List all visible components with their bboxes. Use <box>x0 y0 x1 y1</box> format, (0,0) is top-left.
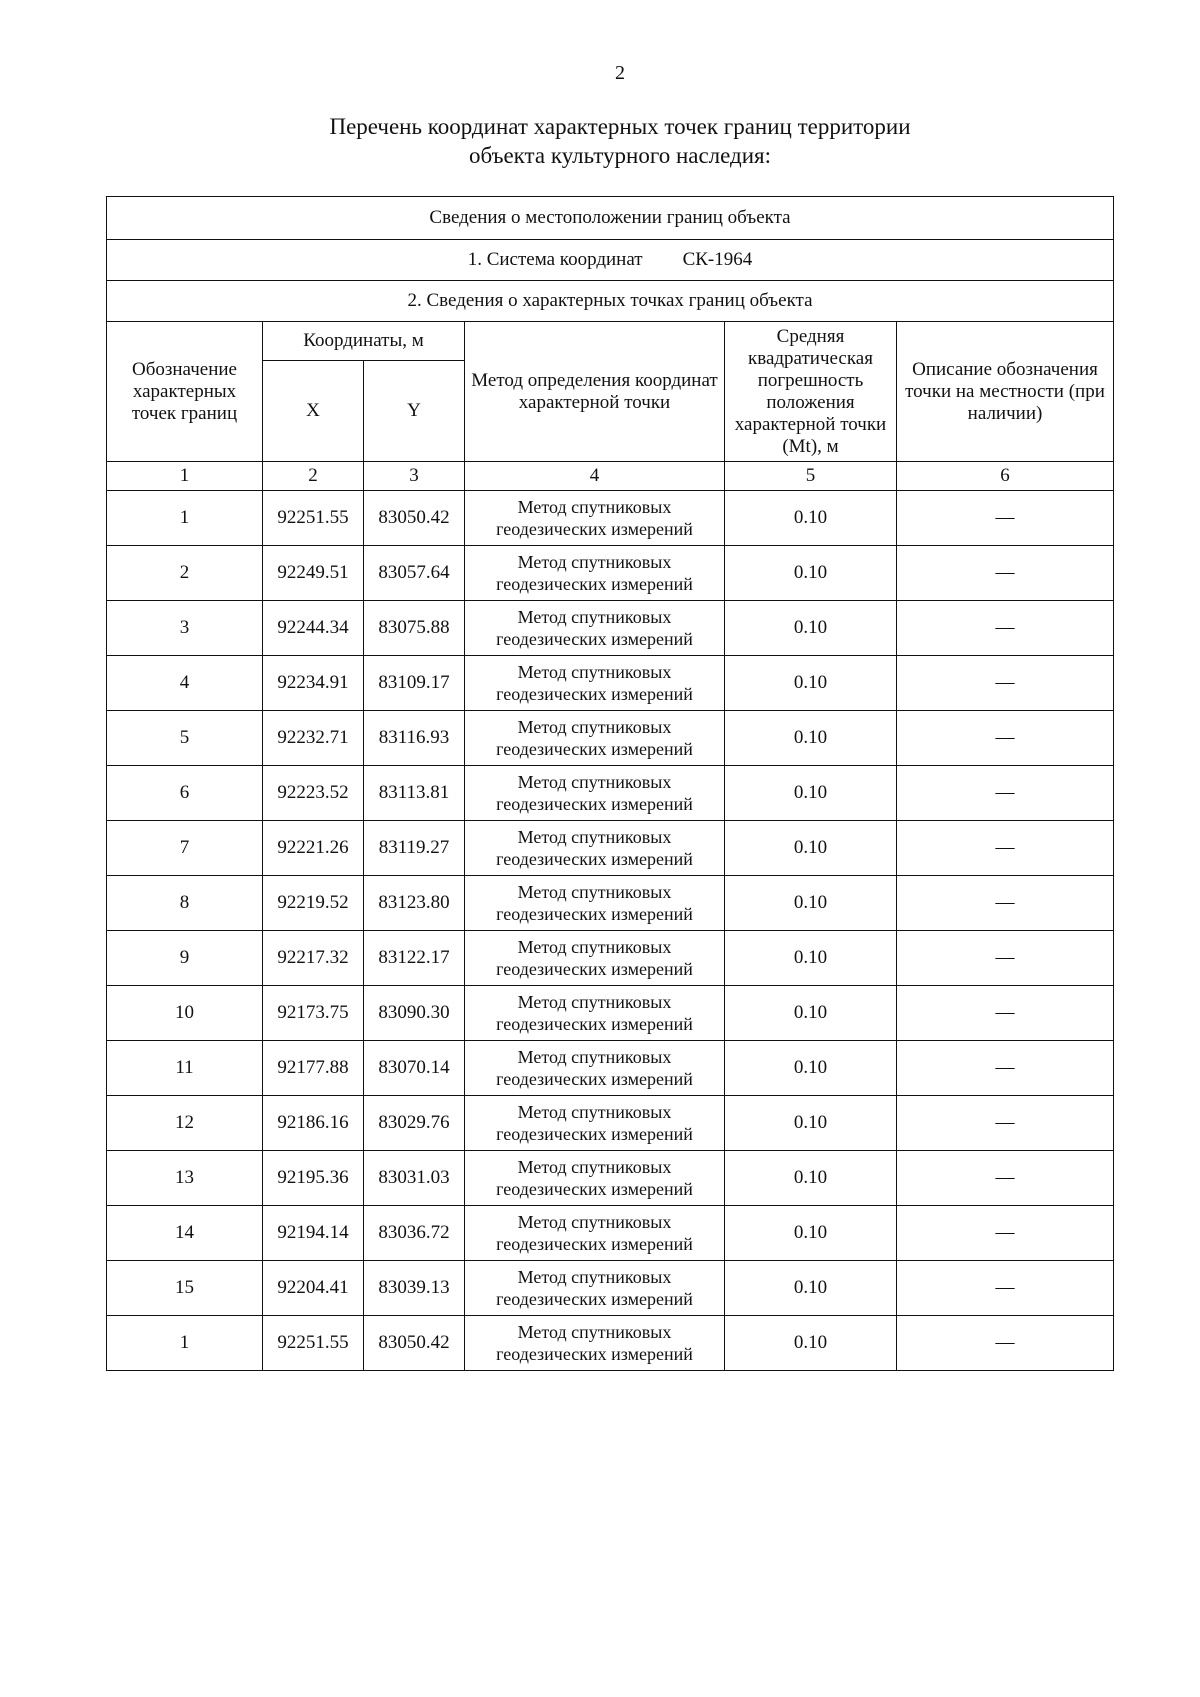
method-cell: Метод спутниковых геодезических измерений <box>465 656 725 711</box>
method-cell: Метод спутниковых геодезических измерений <box>465 1316 725 1371</box>
point-cell: 13 <box>107 1151 263 1206</box>
page-number: 2 <box>615 62 625 84</box>
table-row <box>107 1206 1114 1261</box>
column-number: 2 <box>263 462 364 491</box>
table-row <box>107 656 1114 711</box>
point-cell: 14 <box>107 1206 263 1261</box>
x-cell: 92251.55 <box>263 491 364 546</box>
y-cell: 83090.30 <box>364 986 465 1041</box>
x-cell: 92249.51 <box>263 546 364 601</box>
y-cell: 83057.64 <box>364 546 465 601</box>
error-cell: 0.10 <box>725 1206 897 1261</box>
y-cell: 83123.80 <box>364 876 465 931</box>
method-cell: Метод спутниковых геодезических измерений <box>465 711 725 766</box>
header-coordinates: Координаты, м <box>263 322 465 361</box>
table-row <box>107 1041 1114 1096</box>
column-number: 1 <box>107 462 263 491</box>
column-numbers-row <box>107 462 1114 491</box>
method-cell: Метод спутниковых геодезических измерений <box>465 986 725 1041</box>
description-cell: — <box>897 1096 1114 1151</box>
point-cell: 1 <box>107 491 263 546</box>
error-cell: 0.10 <box>725 766 897 821</box>
point-cell: 10 <box>107 986 263 1041</box>
error-cell: 0.10 <box>725 1151 897 1206</box>
title-line-1: Перечень координат характерных точек границ территории <box>329 114 911 139</box>
method-cell: Метод спутниковых геодезических измерений <box>465 1206 725 1261</box>
description-cell: — <box>897 876 1114 931</box>
y-cell: 83031.03 <box>364 1151 465 1206</box>
table-row <box>107 1151 1114 1206</box>
table-row <box>107 1096 1114 1151</box>
table-row <box>107 931 1114 986</box>
description-cell: — <box>897 656 1114 711</box>
x-cell: 92219.52 <box>263 876 364 931</box>
error-cell: 0.10 <box>725 546 897 601</box>
error-cell: 0.10 <box>725 986 897 1041</box>
point-cell: 11 <box>107 1041 263 1096</box>
x-cell: 92195.36 <box>263 1151 364 1206</box>
error-cell: 0.10 <box>725 1316 897 1371</box>
method-cell: Метод спутниковых геодезических измерений <box>465 1041 725 1096</box>
description-cell: — <box>897 1041 1114 1096</box>
method-cell: Метод спутниковых геодезических измерений <box>465 766 725 821</box>
header-x: X <box>263 361 364 462</box>
error-cell: 0.10 <box>725 711 897 766</box>
point-cell: 9 <box>107 931 263 986</box>
description-cell: — <box>897 766 1114 821</box>
description-cell: — <box>897 1261 1114 1316</box>
method-cell: Метод спутниковых геодезических измерений <box>465 821 725 876</box>
point-cell: 5 <box>107 711 263 766</box>
x-cell: 92194.14 <box>263 1206 364 1261</box>
coordinates-table <box>106 196 1114 1371</box>
x-cell: 92186.16 <box>263 1096 364 1151</box>
x-cell: 92223.52 <box>263 766 364 821</box>
coord-system-value: СК-1964 <box>682 249 753 270</box>
error-cell: 0.10 <box>725 656 897 711</box>
header-description: Описание обозначения точки на местности (при наличии) <box>897 322 1114 462</box>
table-main-header: Сведения о местоположении границ объекта <box>107 197 1114 240</box>
description-cell: — <box>897 711 1114 766</box>
x-cell: 92234.91 <box>263 656 364 711</box>
y-cell: 83113.81 <box>364 766 465 821</box>
title-line-2: объекта культурного наследия: <box>468 143 772 168</box>
description-cell: — <box>897 491 1114 546</box>
method-cell: Метод спутниковых геодезических измерений <box>465 1151 725 1206</box>
header-error: Средняя квадратическая погрешность положения характерной точки (Mt), м <box>725 322 897 462</box>
method-cell: Метод спутниковых геодезических измерений <box>465 601 725 656</box>
x-cell: 92251.55 <box>263 1316 364 1371</box>
description-cell: — <box>897 546 1114 601</box>
y-cell: 83075.88 <box>364 601 465 656</box>
description-cell: — <box>897 986 1114 1041</box>
method-cell: Метод спутниковых геодезических измерений <box>465 876 725 931</box>
y-cell: 83039.13 <box>364 1261 465 1316</box>
table-row <box>107 821 1114 876</box>
y-cell: 83122.17 <box>364 931 465 986</box>
point-cell: 7 <box>107 821 263 876</box>
table-row <box>107 1316 1114 1371</box>
table-row <box>107 986 1114 1041</box>
description-cell: — <box>897 1316 1114 1371</box>
method-cell: Метод спутниковых геодезических измерений <box>465 546 725 601</box>
x-cell: 92232.71 <box>263 711 364 766</box>
point-cell: 15 <box>107 1261 263 1316</box>
point-cell: 3 <box>107 601 263 656</box>
coord-system-label: 1. Система координат <box>467 249 643 270</box>
description-cell: — <box>897 601 1114 656</box>
document-title <box>0 112 1200 170</box>
error-cell: 0.10 <box>725 491 897 546</box>
error-cell: 0.10 <box>725 1261 897 1316</box>
method-cell: Метод спутниковых геодезических измерений <box>465 1096 725 1151</box>
x-cell: 92204.41 <box>263 1261 364 1316</box>
y-cell: 83116.93 <box>364 711 465 766</box>
point-cell: 4 <box>107 656 263 711</box>
y-cell: 83119.27 <box>364 821 465 876</box>
point-cell: 8 <box>107 876 263 931</box>
description-cell: — <box>897 821 1114 876</box>
description-cell: — <box>897 1151 1114 1206</box>
method-cell: Метод спутниковых геодезических измерений <box>465 491 725 546</box>
y-cell: 83109.17 <box>364 656 465 711</box>
x-cell: 92217.32 <box>263 931 364 986</box>
coord-system-row <box>107 240 1114 281</box>
error-cell: 0.10 <box>725 1096 897 1151</box>
error-cell: 0.10 <box>725 1041 897 1096</box>
y-cell: 83029.76 <box>364 1096 465 1151</box>
column-number: 3 <box>364 462 465 491</box>
header-method: Метод определения координат характерной точки <box>465 322 725 462</box>
column-number: 4 <box>465 462 725 491</box>
y-cell: 83036.72 <box>364 1206 465 1261</box>
y-cell: 83050.42 <box>364 491 465 546</box>
table-row <box>107 491 1114 546</box>
column-number: 5 <box>725 462 897 491</box>
point-cell: 2 <box>107 546 263 601</box>
header-point: Обозначение характерных точек границ <box>107 322 263 462</box>
x-cell: 92173.75 <box>263 986 364 1041</box>
error-cell: 0.10 <box>725 876 897 931</box>
method-cell: Метод спутниковых геодезических измерений <box>465 931 725 986</box>
point-cell: 1 <box>107 1316 263 1371</box>
error-cell: 0.10 <box>725 931 897 986</box>
error-cell: 0.10 <box>725 821 897 876</box>
table-row <box>107 711 1114 766</box>
description-cell: — <box>897 1206 1114 1261</box>
header-y: Y <box>364 361 465 462</box>
table-row <box>107 766 1114 821</box>
error-cell: 0.10 <box>725 601 897 656</box>
x-cell: 92177.88 <box>263 1041 364 1096</box>
table-row <box>107 876 1114 931</box>
x-cell: 92221.26 <box>263 821 364 876</box>
point-cell: 12 <box>107 1096 263 1151</box>
point-cell: 6 <box>107 766 263 821</box>
table-row <box>107 1261 1114 1316</box>
y-cell: 83070.14 <box>364 1041 465 1096</box>
method-cell: Метод спутниковых геодезических измерений <box>465 1261 725 1316</box>
y-cell: 83050.42 <box>364 1316 465 1371</box>
table-row <box>107 601 1114 656</box>
description-cell: — <box>897 931 1114 986</box>
column-number: 6 <box>897 462 1114 491</box>
table-row <box>107 546 1114 601</box>
section-2-label: 2. Сведения о характерных точках границ объекта <box>107 281 1114 322</box>
x-cell: 92244.34 <box>263 601 364 656</box>
